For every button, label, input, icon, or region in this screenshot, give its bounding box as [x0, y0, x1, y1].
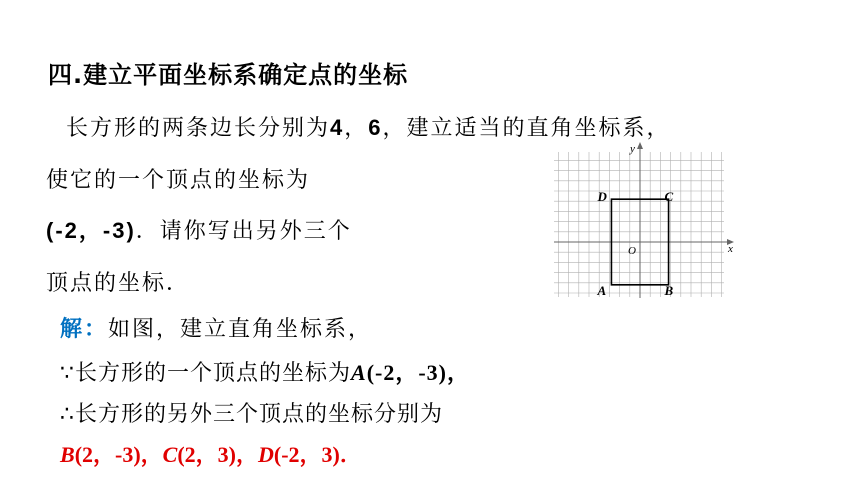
section-title: 四.建立平面坐标系确定点的坐标 — [48, 61, 409, 89]
point-b-label: B — [60, 442, 75, 467]
point-a-label: A — [351, 360, 367, 385]
grid — [554, 152, 724, 297]
problem-line-1 — [66, 111, 671, 142]
vertex-label-c: C — [664, 189, 674, 205]
solution-line-3: ∴长方形的另外三个顶点的坐标分别为 — [60, 402, 443, 427]
point-d-coordinate: (-2，3)． — [273, 442, 362, 467]
solution-line-2 — [60, 356, 470, 387]
solution-label: 解： — [60, 317, 109, 342]
rectangle — [596, 189, 673, 298]
solution-step-2: ∵长方形的一个顶点的坐标为 — [60, 361, 351, 386]
origin-label: O — [628, 245, 636, 257]
coordinate-figure — [552, 142, 742, 300]
x-axis-label: x — [728, 243, 733, 255]
vertex-label-d: D — [597, 189, 607, 205]
separator: ， — [344, 116, 369, 141]
problem-line-3 — [46, 214, 352, 245]
problem-text-1-rest: ，建立适当的直角坐标系， — [382, 116, 671, 141]
side-length-b: 6 — [368, 115, 383, 140]
side-length-a: 4 — [330, 115, 345, 140]
y-axis-label: y — [630, 143, 635, 155]
answer-line — [60, 438, 362, 469]
point-b-coordinate: (2，-3)， — [74, 442, 163, 467]
problem-text-3-rest: ．请你写出另外三个 — [135, 219, 352, 244]
solution-step-1: 如图，建立直角坐标系， — [108, 317, 373, 342]
y-axis-arrow — [637, 142, 643, 149]
problem-text-1: 长方形的两条边长分别为 — [66, 116, 331, 141]
given-coordinate: (-2，-3) — [46, 218, 136, 243]
problem-line-2: 使它的一个顶点的坐标为 — [46, 168, 311, 193]
vertex-label-b: B — [664, 282, 674, 298]
problem-line-4: 顶点的坐标． — [46, 271, 191, 296]
point-c-label: C — [162, 442, 178, 467]
vertex-label-a: A — [597, 282, 607, 298]
point-d-label: D — [258, 442, 274, 467]
point-c-coordinate: (2，3)， — [177, 442, 259, 467]
point-a-coordinate: (-2，-3)， — [366, 360, 470, 385]
solution-line-1 — [60, 312, 372, 343]
